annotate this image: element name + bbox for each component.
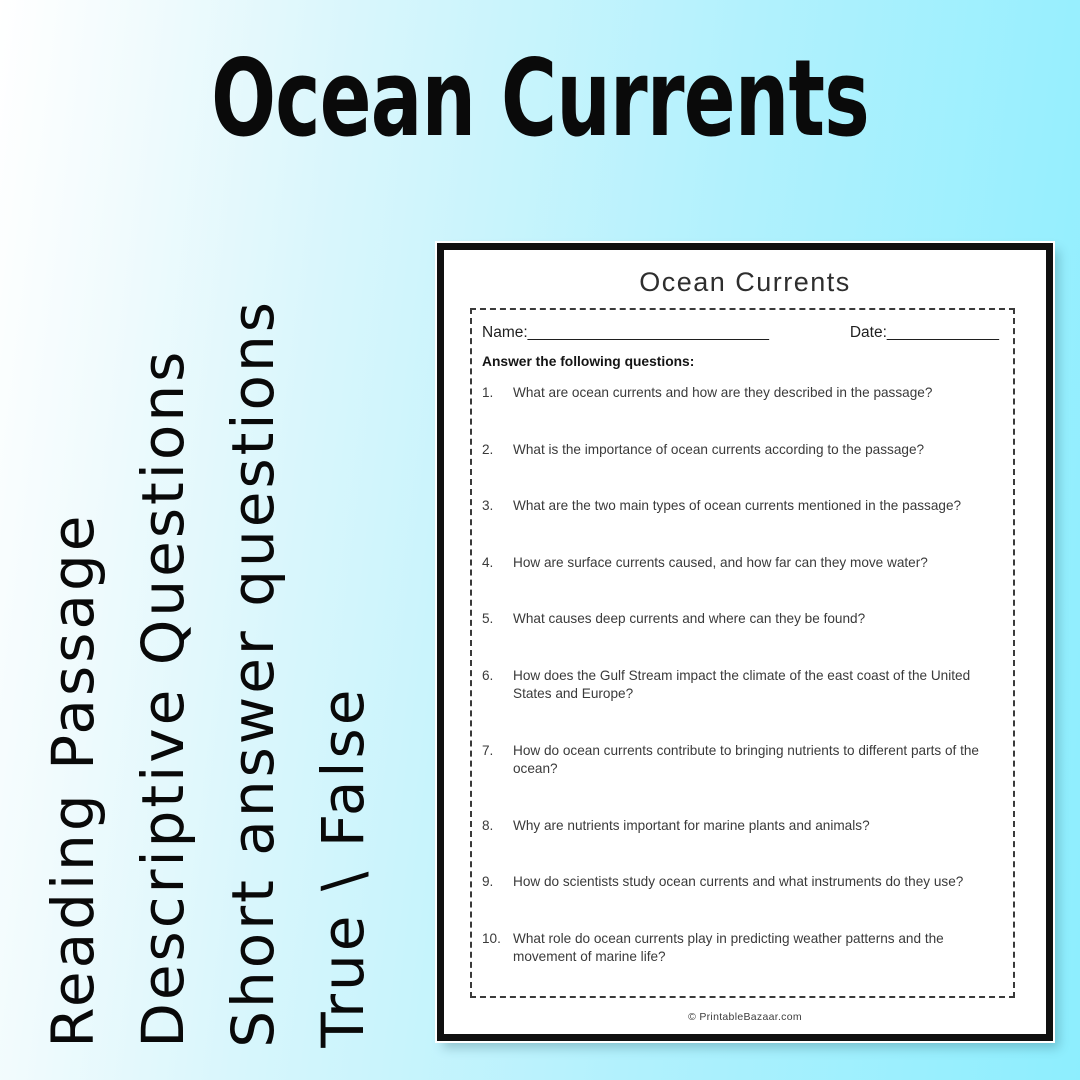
side-label-reading-passage: Reading Passage [39,512,108,1048]
question-number: 3. [482,498,494,513]
question-text: Why are nutrients important for marine plants and animals? [513,817,870,833]
worksheet-body [470,308,1015,998]
question-text: How do ocean currents contribute to bringing nutrients to different parts of the ocean? [513,742,979,776]
instruction-text: Answer the following questions: [482,354,695,369]
question-item [482,610,999,629]
name-field [482,324,769,342]
question-item [482,667,999,704]
question-item [482,384,999,403]
question-item [482,817,999,836]
worksheet-page [437,243,1053,1041]
question-number: 7. [482,742,494,758]
name-blank-line: ____________________________ [527,324,770,341]
question-text: What causes deep currents and where can they be found? [513,611,866,626]
question-text: How are surface currents caused, and how far can they move water? [513,554,928,570]
question-list [482,384,999,967]
question-text: How does the Gulf Stream impact the climate of the east coast of the United States and Europe? [513,667,971,701]
question-number: 10. [482,930,501,946]
worksheet-footer: © PrintableBazaar.com [688,1011,802,1023]
question-number: 2. [482,441,494,457]
question-number: 4. [482,554,494,570]
question-text: What role do ocean currents play in predicting weather patterns and the movement of marine life? [513,930,944,964]
question-number: 5. [482,611,494,626]
question-item [482,497,999,516]
question-item [482,554,999,573]
side-label-descriptive-questions: Descriptive Questions [129,348,198,1048]
question-number: 8. [482,817,494,833]
question-number: 9. [482,874,494,889]
question-item [482,742,999,779]
side-label-short-answer-questions: Short answer questions [219,299,288,1048]
question-item [482,873,999,892]
question-text: What is the importance of ocean currents according to the passage? [513,441,925,457]
date-blank-line: _____________ [886,324,999,341]
question-text: What are the two main types of ocean currents mentioned in the passage? [513,498,962,513]
date-field [850,324,999,342]
question-item [482,930,999,967]
name-label: Name: [482,324,528,341]
worksheet-title: Ocean Currents [639,267,851,297]
question-number: 6. [482,667,494,683]
date-label: Date: [849,324,887,341]
side-label-true-false: True \ False [309,686,378,1048]
main-title: Ocean Currents [211,37,869,160]
question-text: How do scientists study ocean currents and what instruments do they use? [513,874,964,889]
question-text: What are ocean currents and how are they described in the passage? [513,385,933,400]
question-number: 1. [482,385,494,400]
question-item [482,441,999,460]
name-date-row [482,324,999,342]
